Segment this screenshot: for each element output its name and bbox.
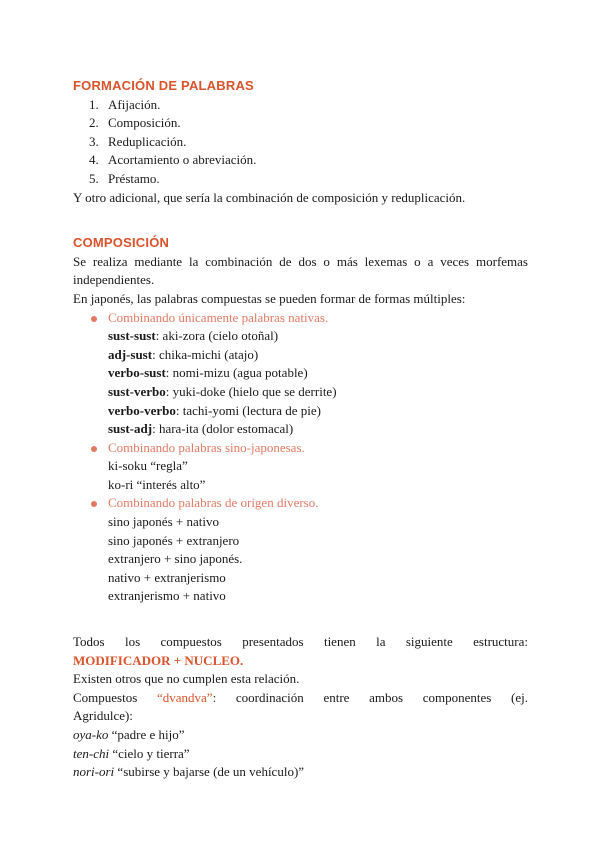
example-word: oya-ko [73,727,109,742]
example-gloss: “cielo y tierra” [109,745,190,761]
compound-example: : tachi-yomi (lectura de pie) [175,402,321,418]
list-item [73,114,528,133]
compound-type: sust-sust [108,328,156,344]
compound-type: verbo-verbo [108,402,176,418]
bullet-label: Combinando únicamente palabras nativas. [108,309,329,325]
list-text: Acortamiento o abreviación. [108,152,257,168]
document-content [73,77,528,782]
dvandva-line2: Agridulce): [73,708,133,724]
diverso-rows [108,513,528,606]
example-line [73,745,528,764]
compound-example: : yuki-doke (hielo que se derrite) [165,383,337,399]
list-text: Préstamo. [108,170,160,186]
compound-type: sust-adj [108,421,153,437]
bullet-label: Combinando palabras sino-japonesas. [108,439,305,455]
bullet-dot-icon [91,501,97,507]
compound-type: verbo-sust [108,365,166,381]
bullet-nativas [73,309,528,439]
example-line [73,726,528,745]
list-number: 5. [89,170,99,186]
list-item: extranjerismo + nativo [108,588,226,604]
example-word: nori-ori [73,764,115,780]
dvandva-post: : coordinación entre ambos componentes (ej. [212,689,528,705]
dvandva-term: “dvandva” [156,689,213,705]
estructura-emphasis: MODIFICADOR + NUCLEO. [73,652,244,668]
list-item [73,170,528,189]
dvandva-line1 [73,689,528,708]
estructura-line3: Existen otros que no cumplen esta relación. [73,671,300,687]
spacer [73,207,528,234]
bullet-label: Combinando palabras de origen diverso. [108,495,319,511]
list-number: 4. [89,152,99,168]
list-item: extranjero + sino japonés. [108,551,243,567]
compound-example: : hara-ita (dolor estomacal) [152,421,294,437]
example-gloss: “subirse y bajarse (de un vehículo)” [114,764,305,780]
compound-example: : nomi-mizu (agua potable) [165,365,308,381]
compound-type: sust-verbo [108,383,166,399]
composicion-para1-line2: independientes. [73,272,155,288]
bullet-sino [73,439,528,495]
list-item [108,420,528,439]
compound-example: : chika-michi (atajo) [152,346,259,362]
list-item: ki-soku “regla” [108,458,188,474]
list-item: ko-ri “interés alto” [108,476,206,492]
compound-type: adj-sust [108,346,153,362]
list-text: Reduplicación. [108,133,187,149]
list-number: 2. [89,115,99,131]
list-item [108,383,528,402]
list-item: sino japonés + nativo [108,514,219,530]
list-number: 3. [89,133,99,149]
list-item [73,96,528,115]
list-item: sino japonés + extranjero [108,532,240,548]
spacer [73,606,528,633]
list-item [108,402,528,421]
list-text: Composición. [108,115,181,131]
dvandva-pre: Compuestos [73,689,157,705]
bullet-dot-icon [91,316,97,322]
bullet-diverso [73,494,528,606]
nativas-rows [108,327,528,439]
list-item [73,133,528,152]
heading-formacion: FORMACIÓN DE PALABRAS [73,78,254,93]
compound-example: : aki-zora (cielo otoñal) [155,328,279,344]
list-item: nativo + extranjerismo [108,569,226,585]
list-item [108,364,528,383]
list-text: Afijación. [108,96,161,112]
composicion-para2: En japonés, las palabras compuestas se pueden formar de formas múltiples: [73,290,466,306]
composicion-bullets [73,309,528,607]
list-item [108,346,528,365]
composicion-para1-line1: Se realiza mediante la combinación de dos o más lexemas o a veces morfemas [73,253,528,269]
list-number: 1. [89,96,99,112]
example-gloss: “padre e hijo” [108,727,185,742]
list-item [108,327,528,346]
example-line [73,763,528,782]
formacion-list [73,96,528,189]
heading-composicion: COMPOSICIÓN [73,235,170,251]
estructura-line1: Todos los compuestos presentados tienen la siguiente estructura: [73,634,528,650]
list-item [73,151,528,170]
sino-rows [108,457,528,494]
example-word: ten-chi [73,745,110,761]
bullet-dot-icon [91,446,97,452]
formacion-extra: Y otro adicional, que sería la combinación de composición y reduplicación. [73,189,466,205]
